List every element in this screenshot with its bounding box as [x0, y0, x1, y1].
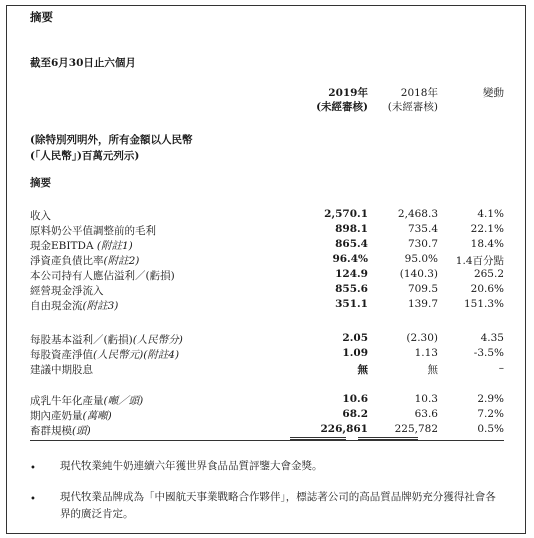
value-2018: 735.4: [407, 223, 438, 235]
bullet-marker: •: [30, 494, 36, 505]
bullet-marker: •: [30, 463, 36, 474]
row-label: 淨資產負債比率(附註2): [30, 255, 140, 267]
column-2019-year: 2019年: [328, 87, 368, 99]
value-change: 1.4百分點: [455, 255, 504, 267]
value-2018: (2.30): [406, 332, 438, 344]
value-change: 22.1%: [470, 223, 504, 235]
value-change: 4.35: [480, 332, 504, 344]
row-label: 每股資產淨值(人民幣元)(附註4): [30, 349, 180, 361]
value-2019: 226,861: [320, 423, 368, 435]
value-2018: 63.6: [414, 408, 438, 420]
value-2018: 225,782: [394, 423, 438, 435]
row-label: 畜群規模(頭): [30, 425, 91, 437]
value-2019: 2,570.1: [324, 208, 368, 220]
table-row: [30, 408, 504, 422]
value-2018: 95.0%: [404, 253, 438, 265]
row-label: 建議中期股息: [30, 364, 93, 376]
table-row: [30, 423, 504, 437]
row-label: 現金EBITDA (附註1): [30, 240, 133, 252]
value-change: 7.2%: [477, 408, 504, 420]
period-label: 截至6月30日止六個月: [30, 57, 136, 69]
value-2018: 2,468.3: [397, 208, 438, 220]
row-label: 期內產奶量(萬噸): [30, 410, 112, 422]
table-row: [30, 268, 504, 282]
value-2019: 10.6: [342, 393, 368, 405]
value-2019: 68.2: [342, 408, 368, 420]
column-2018-note: (未經審核): [387, 101, 438, 113]
column-2018-year: 2018年: [400, 87, 438, 99]
table-row: [30, 298, 504, 312]
value-2019: 1.09: [342, 347, 368, 359]
section-heading: 摘要: [30, 177, 51, 189]
table-row: [30, 332, 504, 346]
value-2018: 1.13: [414, 347, 438, 359]
table-row: [30, 238, 504, 252]
value-2019: 351.1: [335, 298, 368, 310]
value-2019: 865.4: [335, 238, 368, 250]
value-2019: 無: [357, 364, 368, 376]
value-change: 20.6%: [470, 283, 504, 295]
value-change: 2.9%: [477, 393, 504, 405]
row-label: 自由現金流(附註3): [30, 300, 119, 312]
value-change: -3.5%: [473, 347, 504, 359]
row-label: 本公司持有人應佔溢利／(虧損): [30, 270, 175, 282]
value-change: 151.3%: [463, 298, 504, 310]
unit-note-line-2: (「人民幣」)百萬元列示): [30, 150, 140, 162]
value-change: –: [498, 362, 504, 374]
total-double-rule: [290, 437, 346, 440]
value-2018: 730.7: [407, 238, 438, 250]
value-2018: 139.7: [407, 298, 438, 310]
table-row: [30, 253, 504, 267]
column-2019-note: (未經審核): [316, 101, 368, 113]
value-2019: 2.05: [342, 332, 368, 344]
row-label: 成乳牛年化產量(噸／頭): [30, 395, 144, 407]
bullet-text: 現代牧業純牛奶連續六年獲世界食品品質評鑒大會金獎。: [60, 460, 323, 472]
value-change: 18.4%: [470, 238, 504, 250]
table-row: [30, 347, 504, 361]
value-change: 265.2: [473, 268, 504, 280]
row-label: 經營現金淨流入: [30, 285, 104, 297]
table-row: [30, 362, 504, 376]
row-label: 收入: [30, 210, 51, 222]
value-change: 0.5%: [477, 423, 504, 435]
value-2018: 10.3: [414, 393, 438, 405]
table-row: [30, 283, 504, 297]
unit-note-line-1: (除特別列明外，所有金額以人民幣: [30, 134, 193, 146]
table-row: [30, 223, 504, 237]
value-2019: 855.6: [335, 283, 368, 295]
page-title: 摘要: [30, 10, 53, 24]
table-bottom-rule: [30, 440, 504, 441]
value-2019: 898.1: [335, 223, 368, 235]
value-2019: 124.9: [335, 268, 368, 280]
value-2018: 709.5: [407, 283, 438, 295]
row-label: 每股基本溢利／(虧損)(人民幣分): [30, 334, 183, 346]
table-row: [30, 208, 504, 222]
column-change: 變動: [483, 87, 504, 99]
value-2018: 無: [427, 364, 438, 376]
value-2018: (140.3): [399, 268, 438, 280]
value-change: 4.1%: [477, 208, 504, 220]
table-row: [30, 393, 504, 407]
value-2019: 96.4%: [332, 253, 368, 265]
row-label: 原料奶公平值調整前的毛利: [30, 225, 156, 237]
bullet-text: 現代牧業品牌成為「中國航天事業戰略合作夥伴」，標誌著公司的高品質品牌奶充分獲得社會各界的廣泛肯定。: [60, 491, 496, 520]
total-double-rule: [358, 437, 418, 440]
